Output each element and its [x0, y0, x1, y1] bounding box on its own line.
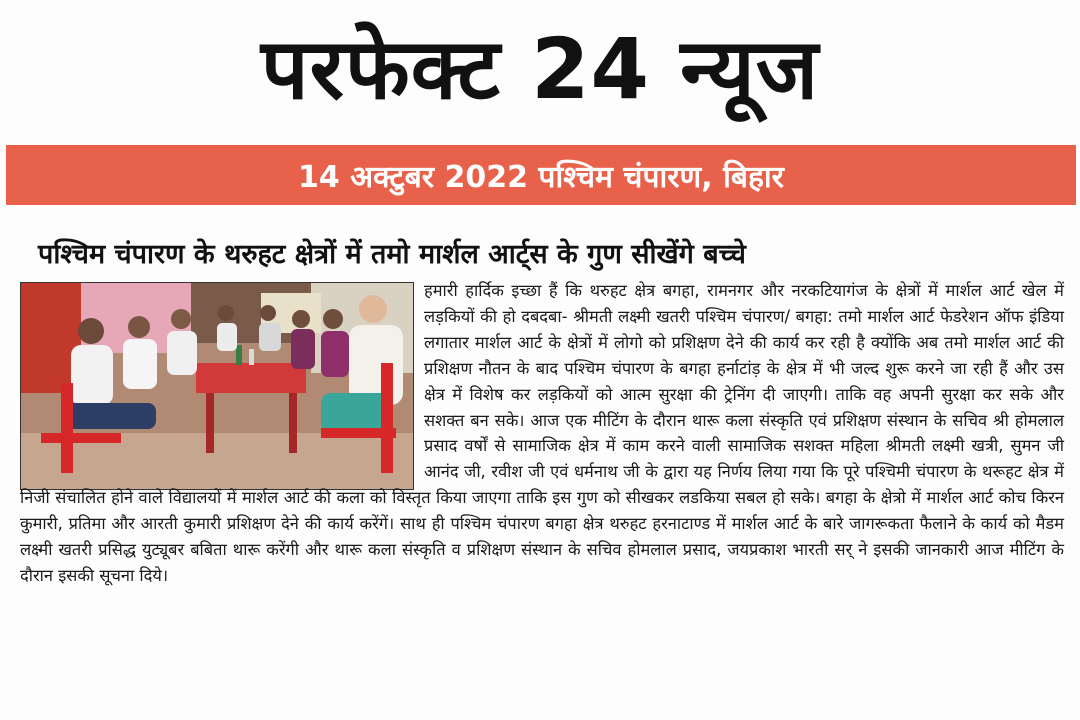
- article-headline: पश्चिम चंपारण के थरुहट क्षेत्रों में तमो मार्शल आर्ट्स के गुण सीखेंगे बच्चे: [38, 239, 746, 270]
- article-body-text: हमारी हार्दिक इच्छा हैं कि थरुहट क्षेत्र बगहा, रामनगर और नरकटियागंज के क्षेत्रों में मार्शल आर्ट खेल में लड़कियों की हो दबदबा- श्रीमती लक्ष्मी खतरी पश्चिम चंपारण/ बगहा: तमो मार्शल आर्ट फेडरेशन ऑफ इंडिया लगातार मार्शल आर्ट के क्षेत्रों में लोगो को प्रशिक्षण देने की कार्य कर रही है क्योंकि अब तमो मार्शल आर्ट की प्रशिक्षण नौतन के बाद पश्चिम चंपारण के बगहा हर्नाटांड़ के क्षेत्र में भी जल्द शुरू करने जा रही हैं और उस क्षेत्र में विशेष कर लड़कियों को आत्म सुरक्षा की ट्रेनिंग दी जाएगी। ताकि वह अपनी सुरक्षा कर सके और सशक्त बन सके। आज एक मीटिंग के दौरान थारू कला संस्कृति एवं प्रशिक्षण संस्थान के सचिव श्री होमलाल प्रसाद वर्षों से सामाजिक क्षेत्र में काम करने वाली सामाजिक सशक्त महिला श्रीमती लक्ष्मी खत्री, सुमन जी आनंद जी, रवीश जी एवं धर्मनाथ जी के द्वारा यह निर्णय लिया गया कि पूरे पश्चिमी चंपारण के थरूहट क्षेत्र में निजी संचालित होने वाले विद्यालयों में मार्शल आर्ट की कला को विस्तृत किया जाएगा ताकि इस गुण को सीखकर लडकिया सबल हो सके। बगहा के क्षेत्रो में मार्शल आर्ट कोच किरन कुमारी, प्रतिमा और आरती कुमारी प्रशिक्षण देने की कार्य करेंगें। साथ ही पश्चिम चंपारण बगहा क्षेत्र थरुहट हरनाटाण्ड में मार्शल आर्ट के बारे जागरूकता फैलाने के कार्य को मैडम लक्ष्मी खतरी प्रसिद्ध युट्यूबर बबिता थारू करेंगी और थारू कला संस्कृति व प्रशिक्षण संस्थान के सचिव होमलाल प्रसाद, जयप्रकाश भारती सर् ने इसकी जानकारी आज मीटिंग के दौरान इसकी सूचना दिये।: [20, 281, 1064, 585]
- dateline-text: 14 अक्टुबर 2022 पश्चिम चंपारण, बिहार: [298, 159, 784, 195]
- article-body: [20, 278, 1064, 589]
- dateline-banner: [6, 145, 1076, 205]
- masthead: [0, 0, 1080, 145]
- photo-spacer: [20, 278, 424, 485]
- masthead-title: परफेक्ट 24 न्यूज: [260, 19, 820, 118]
